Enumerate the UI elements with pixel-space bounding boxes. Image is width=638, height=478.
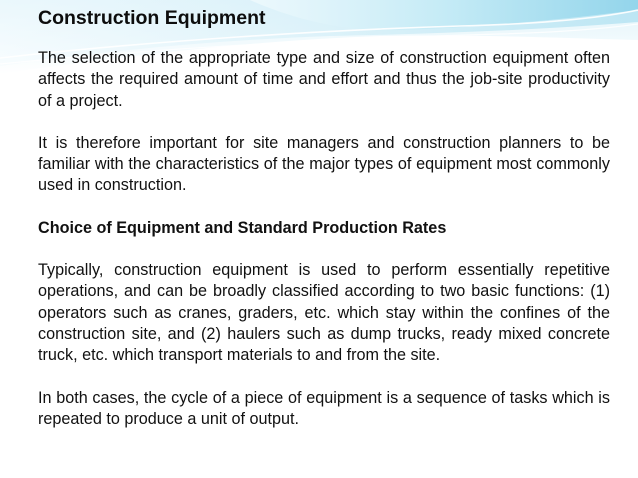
- paragraph-3: Typically, construction equipment is used to perform essentially repetitive operations, and can be broadly classified according to two basic functions: (1) operators such as cranes, graders, etc. which stay within the confines of the construction site, and (2) haulers such as dump trucks, ready mixed concrete truck, etc. which transport materials to and from the site.: [38, 261, 610, 365]
- slide-content: [38, 4, 610, 430]
- paragraph-1: The selection of the appropriate type and size of construction equipment often affects the required amount of time and effort and thus the job-site productivity of a project.: [38, 49, 610, 110]
- paragraph-2: It is therefore important for site managers and construction planners to be familiar with the characteristics of the major types of equipment most commonly used in construction.: [38, 133, 610, 195]
- paragraph-4: In both cases, the cycle of a piece of equipment is a sequence of tasks which is repeated to produce a unit of output.: [38, 388, 610, 428]
- section-heading: Choice of Equipment and Standard Production Rates: [38, 218, 447, 237]
- slide-title: Construction Equipment: [38, 7, 266, 29]
